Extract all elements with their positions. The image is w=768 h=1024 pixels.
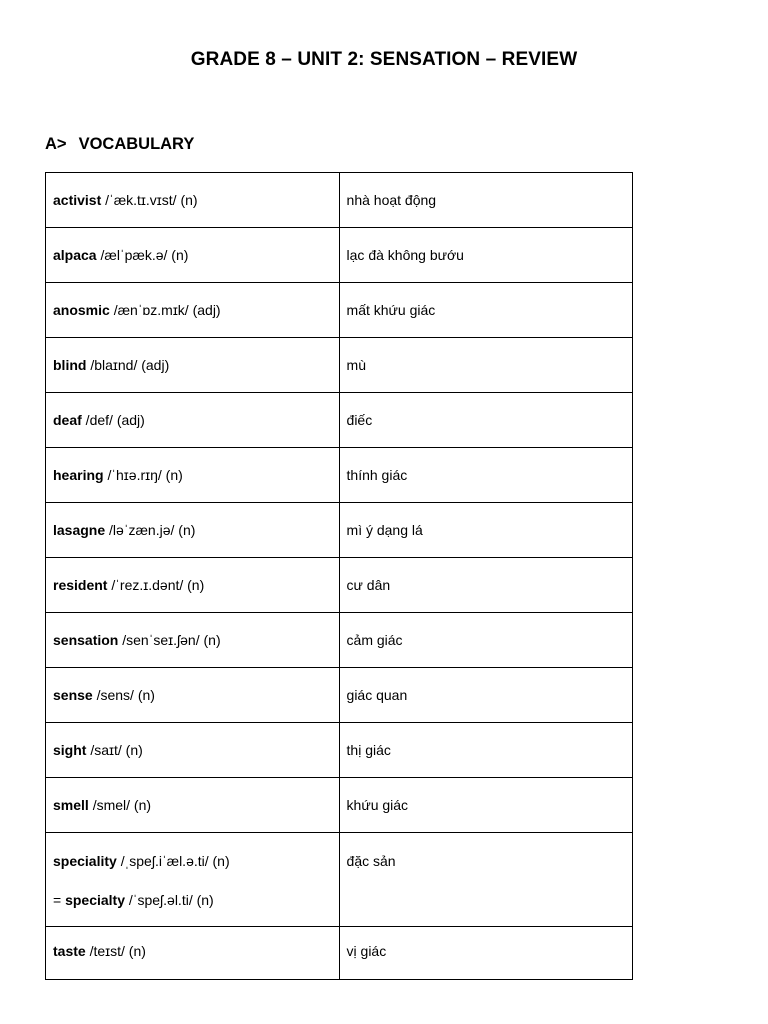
term-cell	[46, 723, 340, 778]
table-row	[46, 173, 633, 228]
table-row	[46, 723, 633, 778]
table-row	[46, 668, 633, 723]
term-cell	[46, 927, 340, 980]
vocab-word: activist	[53, 192, 102, 208]
vocab-phonetic: /senˈseɪ.ʃən/ (n)	[118, 632, 221, 648]
meaning-cell: mất khứu giác	[339, 283, 632, 338]
term-cell	[46, 283, 340, 338]
vocab-word: smell	[53, 797, 89, 813]
meaning-cell: cư dân	[339, 558, 632, 613]
term-cell	[46, 503, 340, 558]
table-row	[46, 338, 633, 393]
table-row	[46, 448, 633, 503]
table-row	[46, 833, 633, 927]
meaning-cell: khứu giác	[339, 778, 632, 833]
vocab-phonetic: /ˈæk.tɪ.vɪst/ (n)	[101, 192, 198, 208]
term-cell	[46, 613, 340, 668]
section-heading-vocabulary	[45, 135, 194, 154]
vocab-phonetic: /ˈrez.ɪ.dənt/ (n)	[107, 577, 205, 593]
vocab-word: deaf	[53, 412, 82, 428]
term-cell	[46, 173, 340, 228]
vocab-word: resident	[53, 577, 108, 593]
term-cell	[46, 833, 340, 927]
vocab-phonetic: /teɪst/ (n)	[85, 943, 146, 959]
table-row	[46, 778, 633, 833]
vocab-word: sight	[53, 742, 87, 758]
meaning-cell	[339, 833, 632, 927]
alt-prefix: =	[53, 892, 66, 908]
meaning-cell: điếc	[339, 393, 632, 448]
meaning-cell: lạc đà không bướu	[339, 228, 632, 283]
meaning-cell: nhà hoạt động	[339, 173, 632, 228]
term-cell	[46, 228, 340, 283]
meaning-cell: cảm giác	[339, 613, 632, 668]
vocab-alt-word: specialty	[65, 892, 126, 908]
meaning-line: đặc sản	[346, 853, 396, 869]
vocab-phonetic: /sens/ (n)	[92, 687, 155, 703]
term-cell	[46, 448, 340, 503]
vocab-word: anosmic	[53, 302, 110, 318]
term-cell	[46, 668, 340, 723]
table-row	[46, 558, 633, 613]
meaning-cell: thị giác	[339, 723, 632, 778]
section-label: VOCABULARY	[78, 135, 195, 153]
vocab-word: blind	[53, 357, 87, 373]
page-title: GRADE 8 – UNIT 2: SENSATION – REVIEW	[190, 49, 578, 70]
vocabulary-table	[45, 172, 633, 980]
vocab-phonetic: /smel/ (n)	[88, 797, 152, 813]
vocab-word: alpaca	[53, 247, 97, 263]
term-cell	[46, 393, 340, 448]
meaning-cell: mù	[339, 338, 632, 393]
alt-term-line	[53, 889, 332, 911]
table-row	[46, 228, 633, 283]
vocab-word: sensation	[53, 632, 119, 648]
vocab-word: sense	[53, 687, 93, 703]
vocab-phonetic: /blaɪnd/ (adj)	[86, 357, 170, 373]
vocab-phonetic: /ˈhɪə.rɪŋ/ (n)	[103, 467, 183, 483]
term-cell	[46, 338, 340, 393]
table-row	[46, 503, 633, 558]
meaning-cell: giác quan	[339, 668, 632, 723]
vocab-phonetic: /ləˈzæn.jə/ (n)	[105, 522, 196, 538]
table-row	[46, 927, 633, 980]
vocab-word: lasagne	[53, 522, 106, 538]
vocab-phonetic: /ælˈpæk.ə/ (n)	[96, 247, 189, 263]
section-marker: A>	[45, 135, 67, 153]
vocab-alt-phonetic: /ˈspeʃ.əl.ti/ (n)	[125, 892, 214, 908]
table-row	[46, 283, 633, 338]
table-row	[46, 393, 633, 448]
vocab-phonetic: /ˌspeʃ.iˈæl.ə.ti/ (n)	[116, 853, 230, 869]
vocab-word: speciality	[53, 853, 117, 869]
meaning-cell: thính giác	[339, 448, 632, 503]
vocab-word: hearing	[53, 467, 104, 483]
meaning-cell: mì ý dạng lá	[339, 503, 632, 558]
vocab-word: taste	[53, 943, 86, 959]
vocab-phonetic: /saɪt/ (n)	[86, 742, 143, 758]
vocab-phonetic: /ænˈɒz.mɪk/ (adj)	[109, 302, 221, 318]
meaning-cell: vị giác	[339, 927, 632, 980]
vocab-phonetic: /def/ (adj)	[81, 412, 145, 428]
table-row	[46, 613, 633, 668]
term-cell	[46, 778, 340, 833]
term-line	[53, 850, 332, 872]
term-cell	[46, 558, 340, 613]
